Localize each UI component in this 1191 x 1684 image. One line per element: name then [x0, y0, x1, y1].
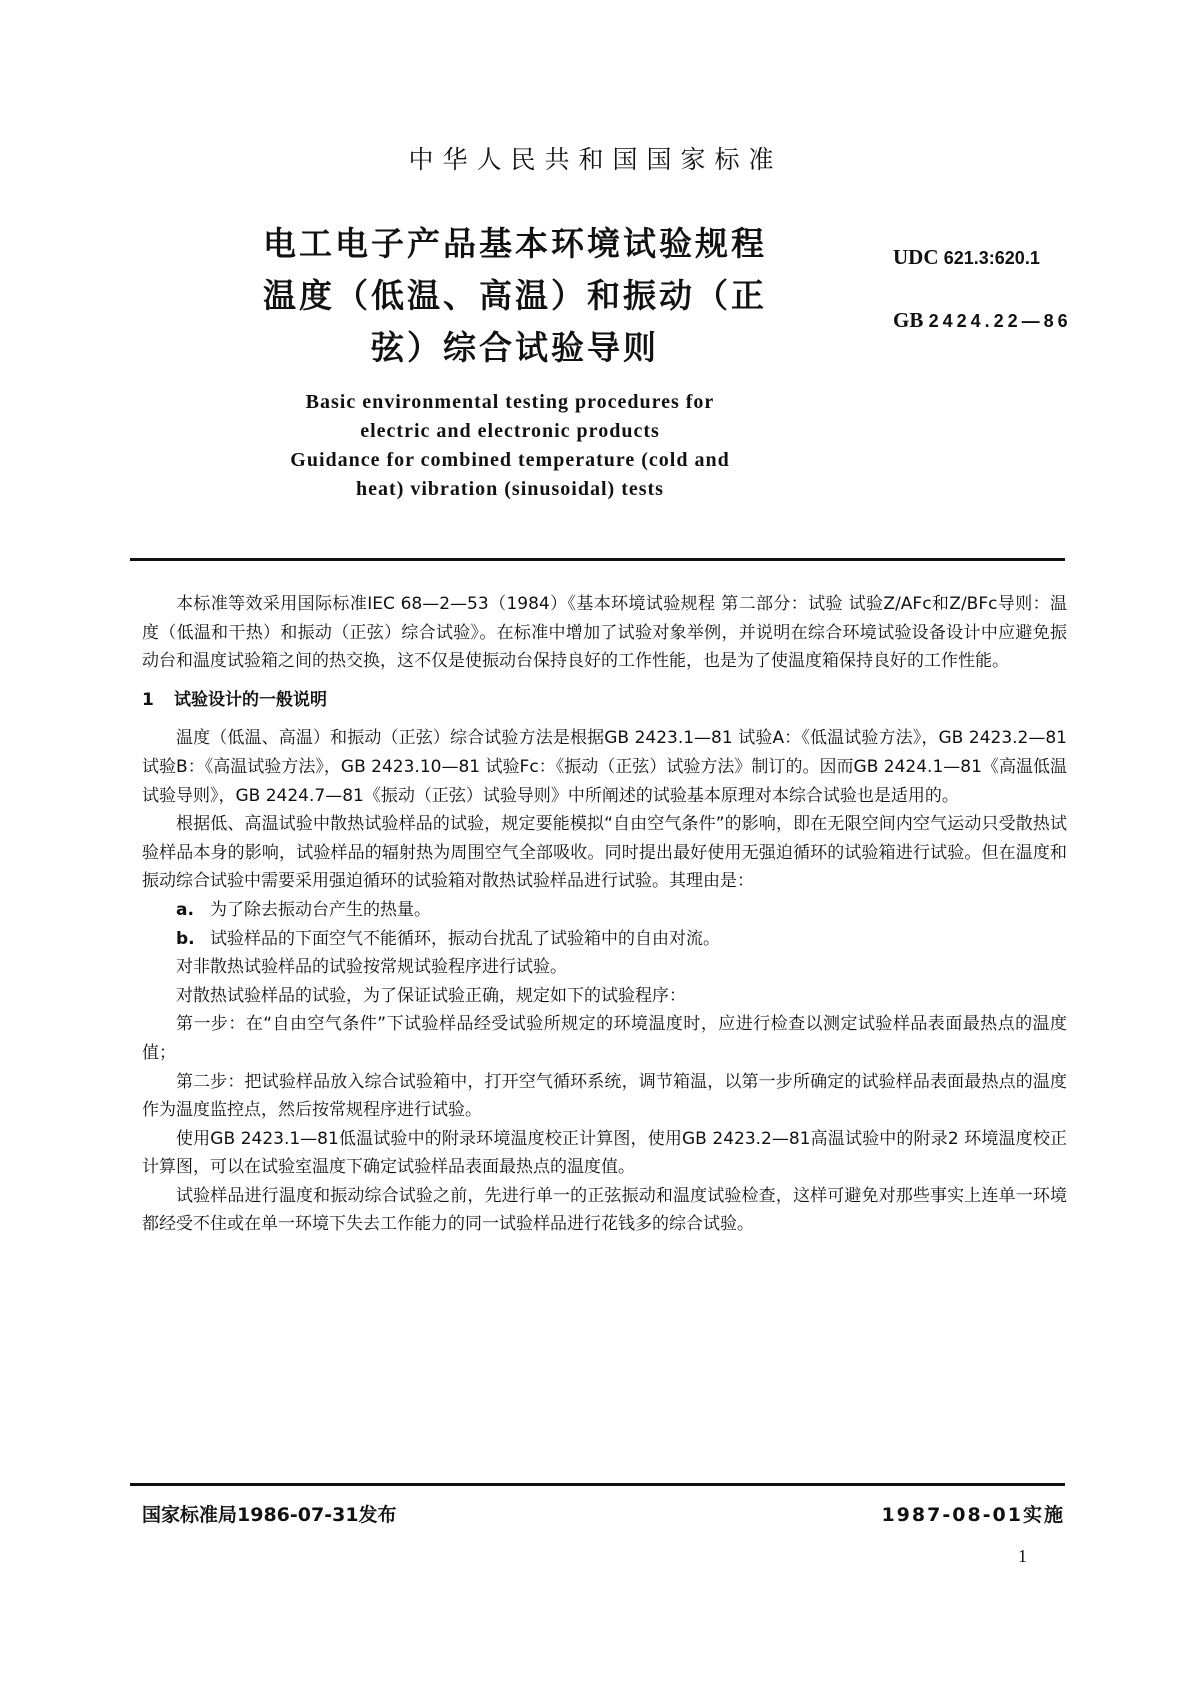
udc-value: 621.3:620.1	[943, 248, 1040, 268]
paragraph: 使用GB 2423.1—81低温试验中的附录环境温度校正计算图，使用GB 2423.2—81高温试验中的附录2 环境温度校正计算图，可以在试验室温度下确定试验样品表面最热点的温度值。	[142, 1128, 1067, 1178]
paragraph: 对非散热试验样品的试验按常规试验程序进行试验。	[176, 957, 567, 978]
reason-item	[142, 896, 1067, 925]
section-number: 1	[142, 689, 154, 710]
effective-date: 1987-08-01实施	[881, 1504, 1065, 1526]
step-two-paragraph: 第二步：把试验样品放入综合试验箱中，打开空气循环系统，调节箱温，以第一步所确定的试验样品表面最热点的温度作为温度监控点，然后按常规程序进行试验。	[142, 1071, 1067, 1121]
paragraph: 温度（低温、高温）和振动（正弦）综合试验方法是根据GB 2423.1—81 试验A：《低温试验方法》，GB 2423.2—81 试验B：《高温试验方法》，GB 2423.10—81 试验Fc：《振动（正弦）试验方法》制订的。因而GB 2424.1—81《高温低温试验导则》，GB 2424.7—81《振动（正弦）试验导则》中所阐述的试验基本原理对本综合试验也是适用的。	[142, 728, 1067, 806]
chinese-title-line-1: 电工电子产品基本环境试验规程	[263, 224, 767, 263]
udc-label: UDC	[893, 245, 939, 269]
bottom-divider	[130, 1483, 1065, 1486]
udc-code	[893, 245, 1040, 270]
step-one-paragraph: 第一步：在“自由空气条件”下试验样品经受试验所规定的环境温度时，应进行检查以测定试验样品表面最热点的温度值；	[142, 1014, 1067, 1063]
gb-value: 2424.22—86	[928, 311, 1072, 331]
section-title: 试验设计的一般说明	[174, 689, 327, 710]
intro-paragraph: 本标准等效采用国际标准IEC 68—2—53（1984）《基本环境试验规程 第二部分：试验 试验Z/AFc和Z/BFc导则：温度（低温和干热）和振动（正弦）综合试验》。在标准中增加了试验对象举例，并说明在综合环境试验设备设计中应避免振动台和温度试验箱之间的热交换，这不仅是使振动台保持良好的工作性能，也是为了使温度箱保持良好的工作性能。	[142, 594, 1067, 672]
reason-text: 试验样品的下面空气不能循环，振动台扰乱了试验箱中的自由对流。	[210, 928, 720, 949]
page-number: 1	[1018, 1546, 1027, 1566]
chinese-title-line-3: 弦）综合试验导则	[371, 328, 659, 367]
reason-label: b.	[176, 928, 195, 949]
reason-label: a.	[176, 899, 194, 920]
national-standard-heading: 中华人民共和国国家标准	[408, 145, 783, 174]
section-heading	[142, 686, 1067, 715]
english-title-line-4: heat) vibration (sinusoidal) tests	[356, 478, 664, 500]
english-title-line-3: Guidance for combined temperature (cold and	[290, 449, 730, 471]
english-title-line-2: electric and electronic products	[360, 420, 660, 442]
reason-item	[142, 925, 1067, 954]
paragraph: 根据低、高温试验中散热试验样品的试验，规定要能模拟“自由空气条件”的影响，即在无限空间内空气运动只受散热试验样品本身的影响，试验样品的辐射热为周围空气全部吸收。同时提出最好使用无强迫循环的试验箱进行试验。但在温度和振动综合试验中需要采用强迫循环的试验箱对散热试验样品进行试验。其理由是：	[142, 814, 1067, 892]
chinese-title	[260, 218, 770, 374]
english-title	[250, 388, 770, 504]
chinese-title-line-2: 温度（低温、高温）和振动（正	[263, 276, 767, 315]
english-title-line-1: Basic environmental testing procedures for	[305, 391, 715, 413]
issue-date: 国家标准局1986-07-31发布	[142, 1504, 397, 1526]
document-body	[142, 590, 1067, 1239]
top-divider	[130, 558, 1065, 561]
paragraph: 对散热试验样品的试验，为了保证试验正确，规定如下的试验程序：	[176, 985, 686, 1006]
paragraph: 试验样品进行温度和振动综合试验之前，先进行单一的正弦振动和温度试验检查，这样可避免对那些事实上连单一环境都经受不住或在单一环境下失去工作能力的同一试验样品进行花钱多的综合试验。	[142, 1185, 1067, 1235]
gb-label: GB	[893, 308, 924, 332]
gb-standard-number	[893, 308, 1072, 333]
reason-text: 为了除去振动台产生的热量。	[210, 899, 431, 920]
